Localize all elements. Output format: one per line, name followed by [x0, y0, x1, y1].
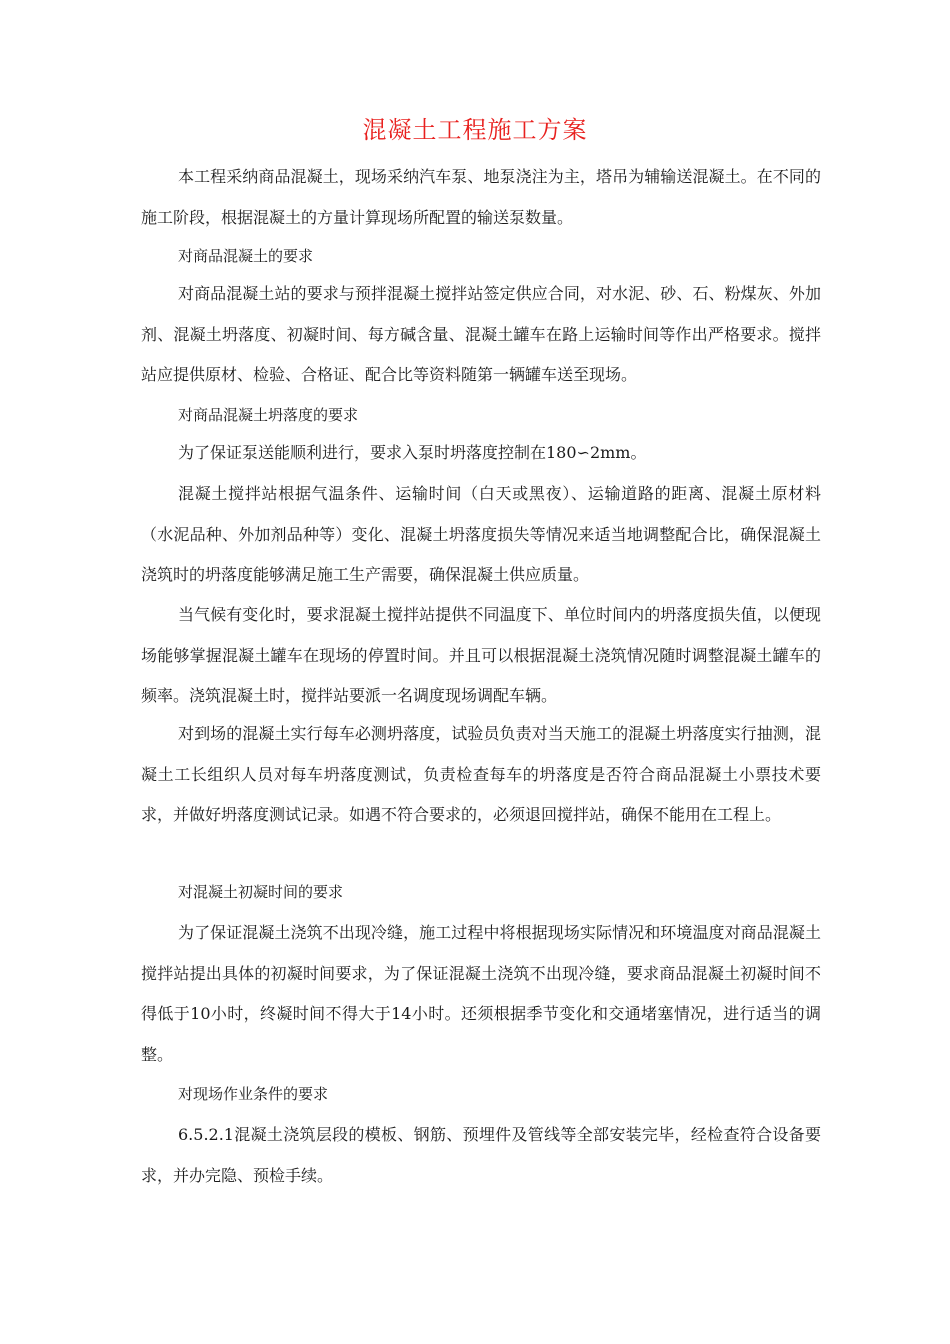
paragraph-pump-slump: 为了保证泵送能顺利进行，要求入泵时坍落度控制在180∽2mm。 [178, 443, 647, 462]
paragraph-slump-testing: 对到场的混凝土实行每车必测坍落度，试验员负责对当天施工的混凝土坍落度实行抽测，混凝土工长组织人员对每车坍落度测试，负责检查每车的坍落度是否符合商品混凝土小票技术要求，并做好坍落度测试记录。如遇不符合要求的，必须退回搅拌站，确保不能用在工程上。 [141, 724, 821, 824]
paragraph-mix-adjustment: 混凝土搅拌站根据气温条件、运输时间（白天或黑夜）、运输道路的距离、混凝土原材料（水泥品种、外加剂品种等）变化、混凝土坍落度损失等情况来适当地调整配合比，确保混凝土浇筑时的坍落度能够满足施工生产需要，确保混凝土供应质量。 [141, 484, 821, 584]
section-heading-site-conditions: 对现场作业条件的要求 [178, 1085, 329, 1103]
section-heading-slump-requirements: 对商品混凝土坍落度的要求 [178, 406, 359, 424]
section-heading-concrete-requirements: 对商品混凝土的要求 [178, 247, 314, 265]
paragraph-formwork-check: 6.5.2.1混凝土浇筑层段的模板、钢筋、预埋件及管线等全部安装完毕，经检查符合设备要求，并办完隐、预检手续。 [141, 1125, 821, 1185]
section-heading-initial-setting: 对混凝土初凝时间的要求 [178, 883, 344, 901]
document-title: 混凝土工程施工方案 [362, 116, 588, 144]
paragraph-station-requirements: 对商品混凝土站的要求与预拌混凝土搅拌站签定供应合同，对水泥、砂、石、粉煤灰、外加剂、混凝土坍落度、初凝时间、每方碱含量、混凝土罐车在路上运输时间等作出严格要求。搅拌站应提供原材、检验、合格证、配合比等资料随第一辆罐车送至现场。 [141, 284, 821, 384]
paragraph-weather-changes: 当气候有变化时，要求混凝土搅拌站提供不同温度下、单位时间内的坍落度损失值，以便现场能够掌握混凝土罐车在现场的停置时间。并且可以根据混凝土浇筑情况随时调整混凝土罐车的频率。浇筑混凝土时，搅拌站要派一名调度现场调配车辆。 [141, 605, 821, 705]
paragraph-initial-setting-time: 为了保证混凝土浇筑不出现冷缝，施工过程中将根据现场实际情况和环境温度对商品混凝土搅拌站提出具体的初凝时间要求，为了保证混凝土浇筑不出现冷缝，要求商品混凝土初凝时间不得低于10小时，终凝时间不得大于14小时。还须根据季节变化和交通堵塞情况，进行适当的调整。 [141, 923, 821, 1064]
paragraph-intro: 本工程采纳商品混凝土，现场采纳汽车泵、地泵浇注为主，塔吊为辅输送混凝土。在不同的施工阶段，根据混凝土的方量计算现场所配置的输送泵数量。 [141, 167, 821, 227]
